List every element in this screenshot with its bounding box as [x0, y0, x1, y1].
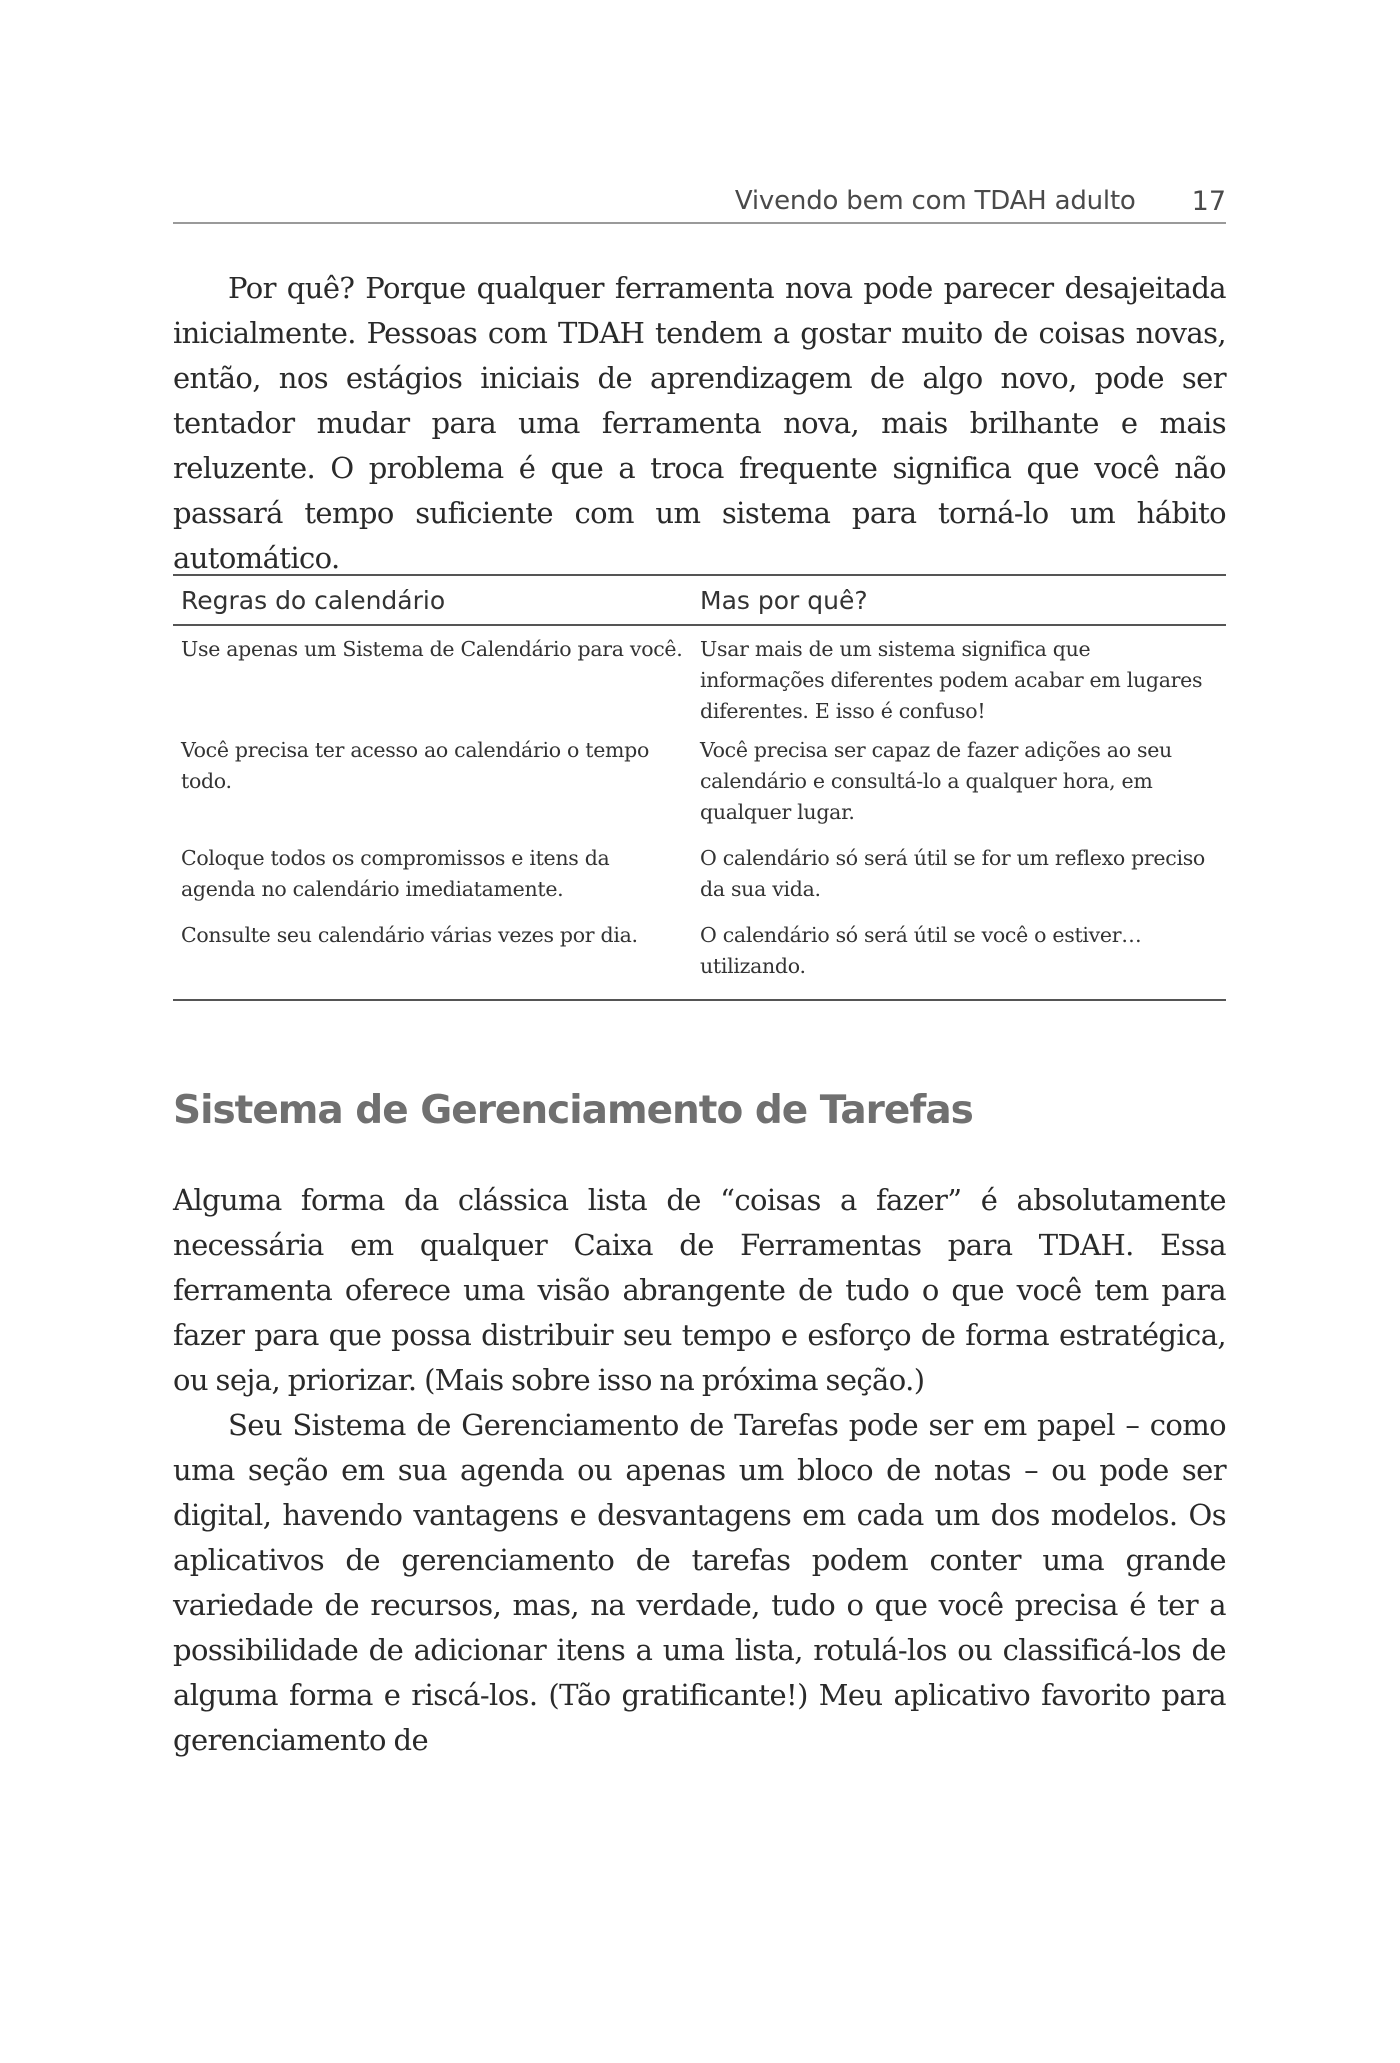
book-page	[173, 0, 1226, 2063]
table-cell-rule: Consulte seu calendário várias vezes por dia.	[181, 923, 638, 947]
table-row	[173, 735, 1226, 843]
table-cell-reason: O calendário só será útil se for um reflexo preciso da sua vida.	[700, 846, 1205, 901]
table-row	[173, 626, 1226, 735]
running-header	[173, 180, 1226, 224]
table-cell-reason: Você precisa ser capaz de fazer adições ao seu calendário e consultá-lo a qualquer hora, em qualquer lugar.	[700, 738, 1172, 824]
paragraph-task-system-1: Alguma forma da clássica lista de “coisas a fazer” é absolutamente necessária em qualquer Caixa de Ferramentas para TDAH. Essa ferramenta oferece uma visão abrangente de tudo o que você tem para fazer para que possa distribuir seu tempo e esforço de forma estratégica, ou seja, priorizar. (Mais sobre isso na próxima seção.)	[173, 1183, 1226, 1397]
table-cell-reason: O calendário só será útil se você o estiver… utilizando.	[700, 923, 1142, 978]
table-header-rules: Regras do calendário	[181, 585, 446, 615]
table-header-why: Mas por quê?	[700, 585, 868, 615]
table-cell-rule: Use apenas um Sistema de Calendário para você.	[181, 637, 683, 661]
table-cell-rule: Você precisa ter acesso ao calendário o tempo todo.	[181, 738, 650, 793]
page-number: 17	[1191, 185, 1226, 217]
running-title: Vivendo bem com TDAH adulto	[734, 186, 1136, 216]
section-heading: Sistema de Gerenciamento de Tarefas	[173, 1088, 973, 1133]
paragraph-task-system-2: Seu Sistema de Gerenciamento de Tarefas pode ser em papel – como uma seção em sua agenda ou apenas um bloco de notas – ou pode ser digital, havendo vantagens e desvantagens em cada um dos modelos. Os aplicativos de gerenciamento de tarefas podem conter uma grande variedade de recursos, mas, na verdade, tudo o que você precisa é ter a possibilidade de adicionar itens a uma lista, rotulá-los ou classificá-los de alguma forma e riscá-los. (Tão gratificante!) Meu aplicativo favorito para gerenciamento de	[173, 1408, 1226, 1757]
table-cell-rule: Coloque todos os compromissos e itens da agenda no calendário imediatamente.	[181, 846, 610, 901]
table-cell-reason: Usar mais de um sistema significa que informações diferentes podem acabar em lugares diferentes. E isso é confuso!	[700, 637, 1203, 723]
calendar-rules-table	[173, 574, 1226, 1001]
table-row	[173, 843, 1226, 920]
paragraph-intro: Por quê? Porque qualquer ferramenta nova pode parecer desajeitada inicialmente. Pessoas com TDAH tendem a gostar muito de coisas novas, então, nos estágios iniciais de aprendizagem de algo novo, pode ser tentador mudar para uma ferramenta nova, mais brilhante e mais reluzente. O problema é que a troca frequente significa que você não passará tempo suficiente com um sistema para torná-lo um hábito automático.	[173, 271, 1226, 575]
table-header-row	[173, 576, 1226, 626]
table-row	[173, 920, 1226, 999]
